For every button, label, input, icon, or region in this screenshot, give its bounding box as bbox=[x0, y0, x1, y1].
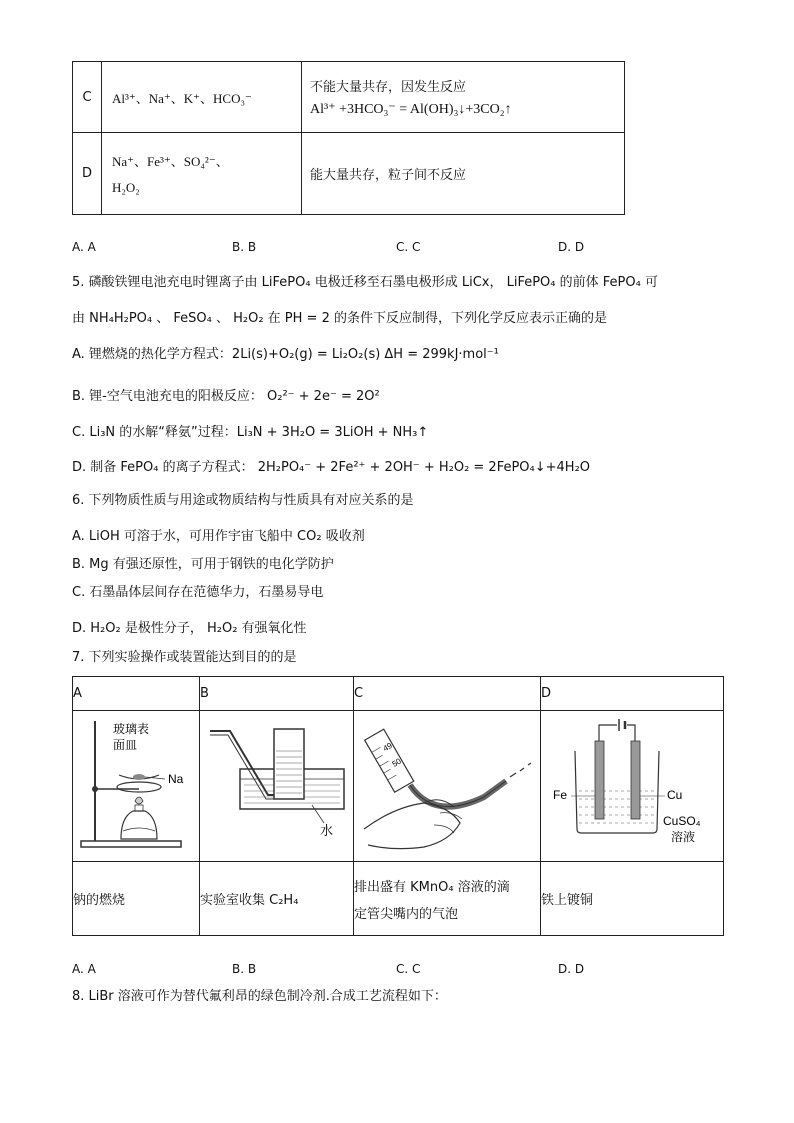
caption-c-line2: 定管尖嘴内的气泡 bbox=[354, 906, 459, 922]
figure-c-cell bbox=[354, 711, 541, 862]
q5-stem-line2: 由 NH₄H₂PO₄ 、 FeSO₄ 、 H₂O₂ 在 PH = 2 的条件下反应制得，下列化学反应表示正确的是 bbox=[72, 311, 607, 326]
tick-50: 50 bbox=[390, 756, 403, 769]
option-b[interactable]: B. B bbox=[232, 962, 257, 976]
conclusion-text: 能大量共存，粒子间不反应 bbox=[302, 133, 625, 215]
header-b: B bbox=[200, 677, 354, 711]
q4-table bbox=[72, 61, 625, 215]
ions-line-1: Na⁺、Fe³⁺、SO₄²⁻、 bbox=[112, 154, 229, 169]
tick-49: 49 bbox=[381, 741, 394, 754]
na-label: Na bbox=[168, 772, 184, 786]
sodium-burning-figure bbox=[73, 711, 199, 861]
q7-caption-row bbox=[73, 862, 724, 936]
q6-option-b[interactable]: B. Mg 有强还原性，可用于钢铁的电化学防护 bbox=[72, 557, 334, 572]
reaction-equation: Al³⁺ +3HCO₃⁻ = Al(OH)₃↓+3CO₂↑ bbox=[310, 102, 512, 117]
q7-header-row bbox=[73, 677, 724, 711]
option-a[interactable]: A. A bbox=[72, 240, 96, 254]
q5-option-d[interactable]: D. 制备 FePO₄ 的离子方程式： 2H₂PO₄⁻ + 2Fe²⁺ + 2OH⁻ + H₂O₂ = 2FePO₄↓+4H₂O bbox=[72, 460, 591, 475]
q6-stem: 6. 下列物质性质与用途或物质结构与性质具有对应关系的是 bbox=[72, 493, 414, 508]
burette-figure bbox=[354, 711, 540, 861]
header-a: A bbox=[73, 677, 200, 711]
electroplating-figure bbox=[541, 711, 723, 861]
q4-row-d bbox=[73, 133, 625, 215]
q7-stem: 7. 下列实验操作或装置能达到目的的是 bbox=[72, 650, 297, 665]
conclusion-text: 不能大量共存，因发生反应 bbox=[310, 80, 467, 95]
cuso4-label: CuSO₄ bbox=[663, 814, 701, 828]
row-label: C bbox=[73, 62, 102, 133]
water-label: 水 bbox=[320, 824, 334, 839]
ions-cell bbox=[102, 133, 302, 215]
q8-stem: 8. LiBr 溶液可作为替代氟利昂的绿色制冷剂.合成工艺流程如下： bbox=[72, 989, 447, 1004]
cu-label: Cu bbox=[667, 788, 683, 802]
q7-table bbox=[72, 676, 724, 936]
q5-stem-line1: 5. 磷酸铁锂电池充电时锂离子由 LiFePO₄ 电极迁移至石墨电极形成 LiCx， LiFePO₄ 的前体 FePO₄ 可 bbox=[72, 275, 658, 290]
dish-label-line1: 玻璃表 bbox=[113, 722, 150, 736]
fe-label: Fe bbox=[553, 788, 568, 802]
option-b[interactable]: B. B bbox=[232, 240, 257, 254]
header-c: C bbox=[354, 677, 541, 711]
gas-collection-figure bbox=[200, 711, 353, 861]
q5-option-c[interactable]: C. Li₃N 的水解“释氨”过程：Li₃N + 3H₂O = 3LiOH + NH₃↑ bbox=[72, 425, 429, 440]
caption-c-line1: 排出盛有 KMnO₄ 溶液的滴 bbox=[354, 879, 510, 895]
row-label: D bbox=[73, 133, 102, 215]
ions-cell: Al³⁺、Na⁺、K⁺、HCO₃⁻ bbox=[102, 62, 302, 133]
dish-label-line2: 面皿 bbox=[113, 738, 138, 752]
q6-option-c[interactable]: C. 石墨晶体层间存在范德华力，石墨易导电 bbox=[72, 585, 324, 600]
option-c[interactable]: C. C bbox=[396, 962, 421, 976]
caption-d: 铁上镀铜 bbox=[541, 862, 724, 936]
figure-a-cell bbox=[73, 711, 200, 862]
caption-a: 钠的燃烧 bbox=[73, 862, 200, 936]
q4-row-c bbox=[73, 62, 625, 133]
q5-option-b[interactable]: B. 锂-空气电池充电的阳极反应： O₂²⁻ + 2e⁻ = 2O² bbox=[72, 389, 380, 404]
option-d[interactable]: D. D bbox=[558, 240, 585, 254]
solution-label: 溶液 bbox=[671, 830, 696, 844]
q7-figure-row bbox=[73, 711, 724, 862]
option-d[interactable]: D. D bbox=[558, 962, 585, 976]
q5-option-a[interactable]: A. 锂燃烧的热化学方程式：2Li(s)+O₂(g) = Li₂O₂(s) ΔH = 299kJ·mol⁻¹ bbox=[72, 347, 499, 362]
conclusion-cell bbox=[302, 62, 625, 133]
q6-option-d[interactable]: D. H₂O₂ 是极性分子， H₂O₂ 有强氧化性 bbox=[72, 621, 307, 636]
figure-b-cell bbox=[200, 711, 354, 862]
caption-b: 实验室收集 C₂H₄ bbox=[200, 862, 354, 936]
caption-c bbox=[354, 862, 541, 936]
option-a[interactable]: A. A bbox=[72, 962, 96, 976]
ions-line-2: H₂O₂ bbox=[112, 180, 140, 195]
option-c[interactable]: C. C bbox=[396, 240, 421, 254]
q6-option-a[interactable]: A. LiOH 可溶于水，可用作宇宙飞船中 CO₂ 吸收剂 bbox=[72, 529, 365, 544]
header-d: D bbox=[541, 677, 724, 711]
figure-d-cell bbox=[541, 711, 724, 862]
